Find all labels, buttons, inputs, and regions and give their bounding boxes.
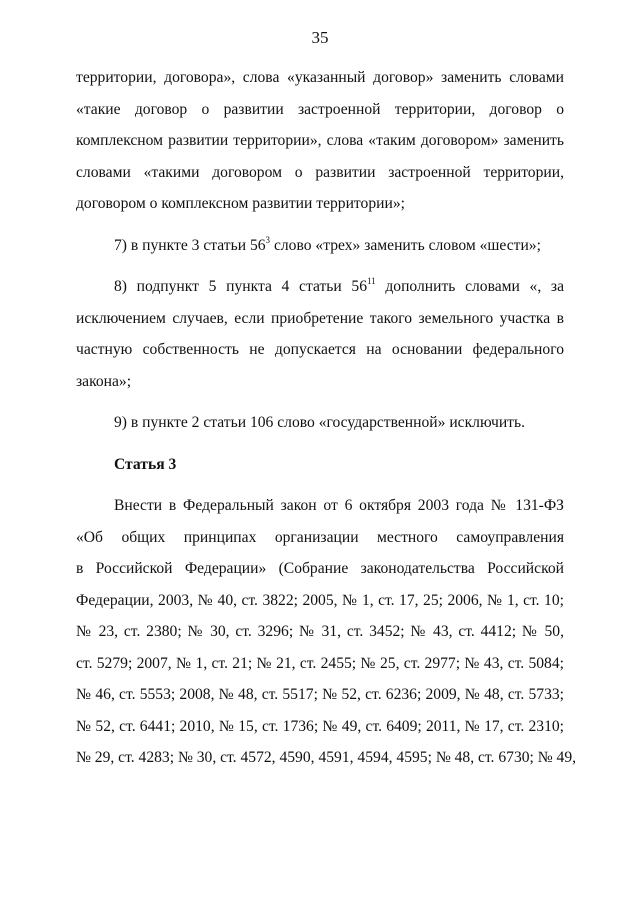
document-body [76, 62, 577, 774]
article-3-line-7: № 46, ст. 5553; 2008, № 48, ст. 5517; № 52, ст. 6236; 2009, № 48, ст. 5733; [76, 686, 564, 703]
paragraph-1-line-2: «такие договор о развитии застроенной территории, договор о [76, 100, 564, 118]
item-9-line: 9) в пункте 2 статьи 106 слово «государственной» исключить. [114, 414, 526, 431]
article-3-line-6: ст. 5279; 2007, № 1, ст. 21; № 21, ст. 2455; № 25, ст. 2977; № 43, ст. 5084; [76, 654, 564, 672]
paragraph-1-line-3: комплексном развитии территории», слова «таким договором» заменить [76, 132, 564, 149]
article-3-line-9: № 29, ст. 4283; № 30, ст. 4572, 4590, 4591, 4594, 4595; № 48, ст. 6730; № 49, [76, 749, 577, 766]
item-8-text-after: дополнить словами «, за [375, 278, 564, 295]
article-3-line-5: № 23, ст. 2380; № 30, ст. 3296; № 31, ст. 3452; № 43, ст. 4412; № 50, [76, 623, 564, 640]
article-3-line-4: Федерации, 2003, № 40, ст. 3822; 2005, № 1, ст. 17, 25; 2006, № 1, ст. 10; [76, 591, 564, 609]
article-3-heading: Статья 3 [114, 455, 177, 473]
item-7-text-before: 7) в пункте 3 статьи 56 [114, 236, 266, 254]
article-3-line-1: Внести в Федеральный закон от 6 октября 2003 года № 131-ФЗ [114, 497, 564, 514]
item-7-line [76, 230, 564, 262]
article-3-line-2: «Об общих принципах организации местного самоуправления [76, 528, 564, 546]
article-3-line-8: № 52, ст. 6441; 2010, № 15, ст. 1736; № 49, ст. 6409; 2011, № 17, ст. 2310; [76, 717, 564, 735]
page-number: 35 [311, 28, 329, 47]
item-7-text-after: слово «трех» заменить словом «шести»; [270, 236, 541, 254]
item-8-line-2: исключением случаев, если приобретение такого земельного участка в [76, 309, 564, 327]
paragraph-1-line-5: договором о комплексном развитии территории»; [76, 195, 405, 212]
item-8-text-before: 8) подпункт 5 пункта 4 статьи 56 [114, 278, 367, 295]
item-8-superscript: 11 [367, 276, 376, 286]
item-8-line-1 [76, 271, 564, 303]
item-8-line-4: закона»; [76, 372, 132, 390]
item-8-line-3: частную собственность не допускается на основании федерального [76, 341, 564, 358]
article-3-line-3: в Российской Федерации» (Собрание законодательства Российской [76, 560, 564, 577]
item-7-superscript: 3 [265, 234, 271, 245]
paragraph-1-line-4: словами «такими договором о развитии застроенной территории, [76, 163, 564, 181]
paragraph-1-line-1: территории, договора», слова «указанный договор» заменить словами [76, 69, 564, 86]
